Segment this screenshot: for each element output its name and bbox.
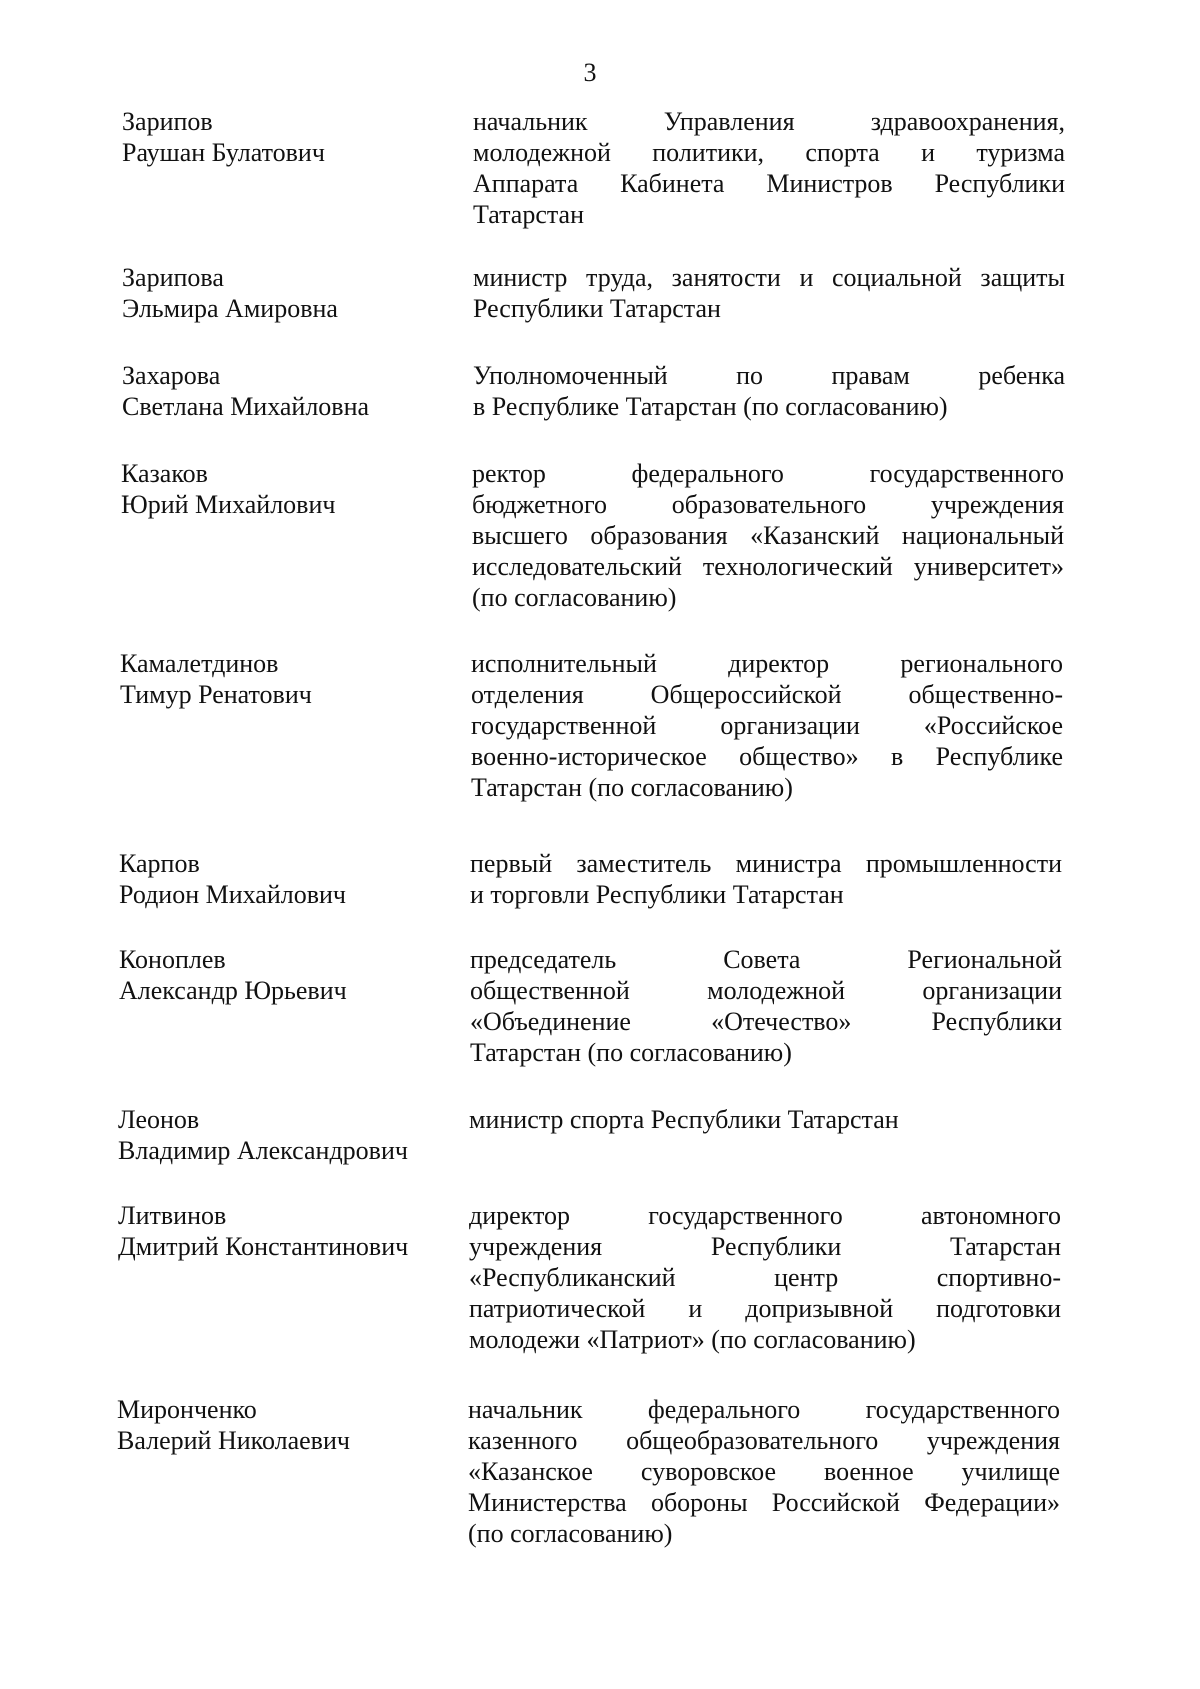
given-names: Эльмира Амировна	[122, 294, 338, 323]
position-line: председатель Совета Региональной	[470, 945, 1062, 974]
given-names: Юрий Михайлович	[121, 490, 336, 519]
surname: Леонов	[118, 1105, 200, 1134]
position-description	[473, 262, 1065, 324]
position-line: военно-историческое общество» в Республике	[471, 742, 1063, 771]
person-name	[122, 360, 369, 422]
given-names: Тимур Ренатович	[120, 680, 312, 709]
given-names: Дмитрий Константинович	[118, 1232, 409, 1261]
position-line: Уполномоченный по правам ребенка	[473, 361, 1065, 390]
position-line: первый заместитель министра промышленности	[470, 849, 1062, 878]
position-line: Аппарата Кабинета Министров Республики	[473, 169, 1065, 198]
position-line: (по согласованию)	[472, 583, 677, 612]
position-line: министр спорта Республики Татарстан	[469, 1105, 899, 1134]
surname: Литвинов	[118, 1201, 227, 1230]
position-description	[471, 648, 1063, 803]
given-names: Светлана Михайловна	[122, 392, 370, 421]
surname: Карпов	[119, 849, 200, 878]
position-line: и торговли Республики Татарстан	[470, 880, 844, 909]
position-line: государственной организации «Российское	[471, 711, 1063, 740]
person-name	[117, 1394, 350, 1456]
position-description	[470, 848, 1062, 910]
position-line: Татарстан	[473, 200, 584, 229]
position-description	[472, 458, 1064, 613]
given-names: Родион Михайлович	[119, 880, 347, 909]
position-line: исследовательский технологический университет»	[472, 552, 1064, 581]
position-line: учреждения Республики Татарстан	[469, 1232, 1061, 1261]
position-line: высшего образования «Казанский национальный	[472, 521, 1064, 550]
person-name	[121, 458, 335, 520]
position-description	[469, 1104, 1061, 1135]
position-description	[468, 1394, 1060, 1549]
position-line: исполнительный директор регионального	[471, 649, 1063, 678]
surname: Камалетдинов	[120, 649, 279, 678]
position-line: Республики Татарстан	[473, 294, 721, 323]
surname: Коноплев	[119, 945, 226, 974]
position-line: казенного общеобразовательного учреждения	[468, 1426, 1060, 1455]
given-names: Раушан Булатович	[122, 138, 325, 167]
position-description	[473, 360, 1065, 422]
page-number: 3	[583, 58, 597, 87]
position-line: в Республике Татарстан (по согласованию)	[473, 392, 948, 421]
position-line: общественной молодежной организации	[470, 976, 1062, 1005]
position-line: ректор федерального государственного	[472, 459, 1064, 488]
person-name	[118, 1104, 408, 1166]
position-line: начальник Управления здравоохранения,	[473, 107, 1065, 136]
position-line: министр труда, занятости и социальной защиты	[473, 263, 1065, 292]
given-names: Владимир Александрович	[118, 1136, 408, 1165]
person-name	[120, 648, 312, 710]
position-line: «Казанское суворовское военное училище	[468, 1457, 1060, 1486]
position-description	[470, 944, 1062, 1068]
person-name	[118, 1200, 408, 1262]
position-line: отделения Общероссийской общественно-	[471, 680, 1063, 709]
position-line: Татарстан (по согласованию)	[471, 773, 793, 802]
position-line: молодежи «Патриот» (по согласованию)	[469, 1325, 916, 1354]
surname: Зарипова	[122, 263, 224, 292]
position-line: директор государственного автономного	[469, 1201, 1061, 1230]
position-line: (по согласованию)	[468, 1519, 673, 1548]
position-line: патриотической и допризывной подготовки	[469, 1294, 1061, 1323]
position-line: бюджетного образовательного учреждения	[472, 490, 1064, 519]
position-line: «Республиканский центр спортивно-	[469, 1263, 1061, 1292]
position-line: молодежной политики, спорта и туризма	[473, 138, 1065, 167]
surname: Казаков	[121, 459, 208, 488]
surname: Захарова	[122, 361, 221, 390]
person-name	[119, 848, 346, 910]
given-names: Валерий Николаевич	[117, 1426, 350, 1455]
position-line: «Объединение «Отечество» Республики	[470, 1007, 1062, 1036]
surname: Миронченко	[117, 1395, 257, 1424]
person-name	[122, 106, 325, 168]
person-name	[122, 262, 338, 324]
given-names: Александр Юрьевич	[119, 976, 347, 1005]
position-line: начальник федерального государственного	[468, 1395, 1060, 1424]
position-line: Татарстан (по согласованию)	[470, 1038, 792, 1067]
position-description	[469, 1200, 1061, 1355]
position-line: Министерства обороны Российской Федерации»	[468, 1488, 1060, 1517]
person-name	[119, 944, 347, 1006]
position-description	[473, 106, 1065, 230]
surname: Зарипов	[122, 107, 213, 136]
